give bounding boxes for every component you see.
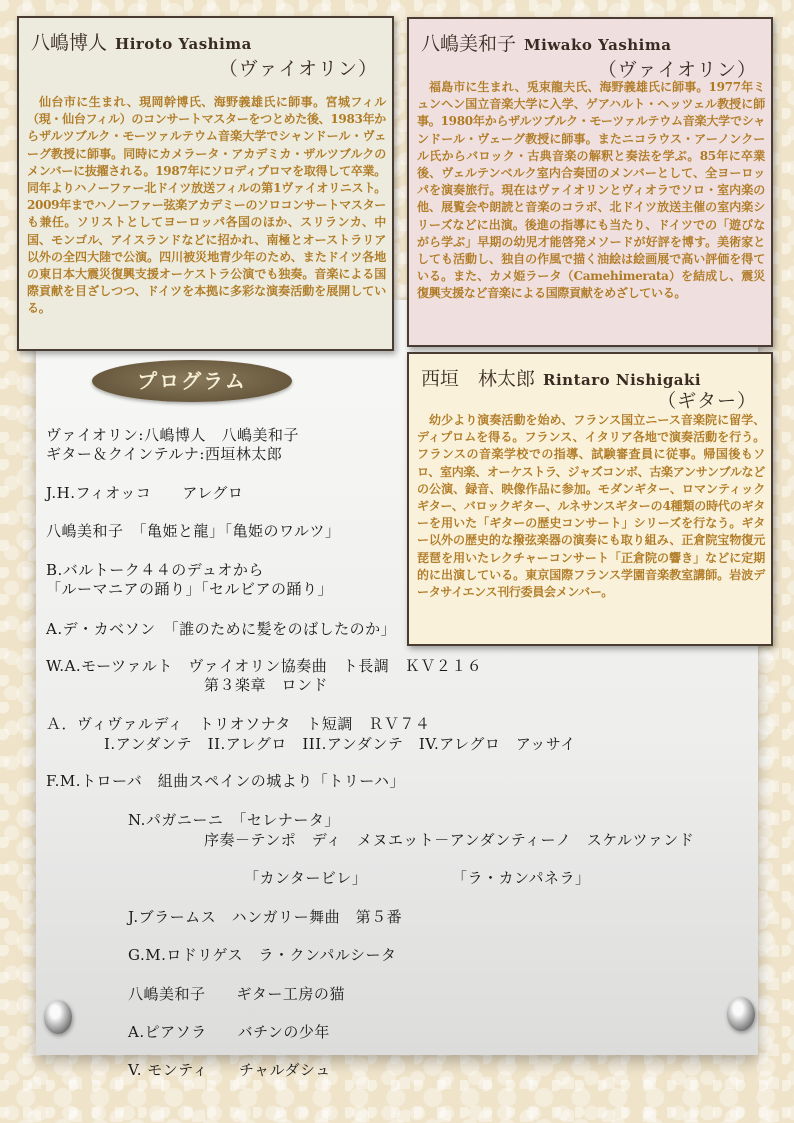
program-line: A.デ・カベソン 「誰のために髪をのばしたのか」	[46, 620, 397, 638]
program-line: F.M.トローバ 組曲スペインの城より「トリーハ」	[46, 772, 405, 790]
name-english: Rintaro Nishigaki	[543, 371, 702, 389]
pin-icon	[727, 997, 755, 1031]
program-line: Ａ．ヴィヴァルディ トリオソナタ ト短調 ＲＶ７４	[46, 715, 431, 733]
performer-instrument: （ギター）	[657, 390, 757, 412]
name-japanese: 西垣 林太郎	[421, 368, 536, 390]
program-line: 「カンタービレ」	[244, 869, 368, 887]
program-line: 第３楽章 ロンド	[204, 676, 329, 694]
profile-rintaro-nishigaki	[407, 352, 773, 646]
profile-hiroto-yashima	[17, 16, 394, 351]
program-line: W.A.モーツァルト ヴァイオリン協奏曲 ト長調 ＫＶ２１６	[46, 657, 483, 675]
performer-name	[31, 28, 252, 55]
program-line: G.M.ロドリゲス ラ・クンパルシータ	[128, 946, 397, 964]
program-line: 八嶋美和子 「亀姫と龍」「亀姫のワルツ」	[46, 522, 341, 540]
program-line: B.バルトーク４４のデュオから	[46, 561, 264, 579]
name-english: Miwako Yashima	[524, 36, 672, 54]
performer-instrument: （ヴァイオリン）	[597, 59, 757, 81]
profile-miwako-yashima	[407, 17, 773, 347]
program-line: J.ブラームス ハンガリー舞曲 第５番	[128, 908, 403, 926]
program-line: ヴァイオリン:八嶋博人 八嶋美和子	[46, 426, 299, 444]
program-line: 八嶋美和子 ギター工房の猫	[128, 985, 345, 1003]
performer-instrument: （ヴァイオリン）	[218, 58, 378, 80]
program-title: プログラム	[92, 360, 292, 402]
name-japanese: 八嶋博人	[31, 32, 108, 54]
program-line: A.ピアソラ バチンの少年	[128, 1023, 330, 1041]
program-line: J.H.フィオッコ アレグロ	[46, 484, 244, 502]
program-line: 序奏－テンポ ディ メヌエット－アンダンティーノ スケルツァンド	[204, 831, 695, 849]
program-line: 「ラ・カンパネラ」	[452, 869, 591, 887]
program-line: ギター＆クインテルナ:西垣林太郎	[46, 445, 283, 463]
program-line: V. モンティ チャルダシュ	[128, 1061, 331, 1079]
performer-bio: 幼少より演奏活動を始め、フランス国立ニース音楽院に留学、ディプロムを得る。フランス、イタリア各地で演奏活動を行う。フランスの音楽学校での指導、試験審査員に従事。帰国後もソロ、室内楽、オーケストラ、ジャズコンボ、古楽アンサンブルなどの公演、録音、映像作品に参加。モダンギター、ロマンティックギター、バロックギター、ルネサンスギターの4種類の時代のギターを用いた「ギターの歴史コンサート」シリーズを行なう。ギター以外の歴史的な撥弦楽器の演奏にも取り組み、正倉院宝物復元琵琶を用いたレクチャーコンサート「正倉院の響き」などに定期的に出演している。東京国際フランス学園音楽教室講師。岩波データサイエンス刊行委員会メンバー。	[417, 413, 765, 600]
program-line: I.アンダンテ II.アレグロ III.アンダンテ IV.アレグロ アッサイ	[104, 735, 576, 753]
name-japanese: 八嶋美和子	[421, 33, 517, 55]
pin-icon	[44, 1000, 72, 1034]
name-english: Hiroto Yashima	[115, 35, 252, 53]
performer-name	[421, 29, 671, 56]
performer-bio: 仙台市に生まれ、現岡幹博氏、海野義雄氏に師事。宮城フィル（現・仙台フィル）のコンサートマスターをつとめた後、1983年からザルツブルク・モーツァルテウム音楽大学でシャンドール・ヴェーグ教授に師事。同時にカメラータ・アカデミカ・ザルツブルクのメンバーに抜擢される。1987年にソロディプロマを取得して卒業。同年よりハノーファー北ドイツ放送フィルの第1ヴァイオリニスト。2009年までハノーファー弦楽アカデミーのソロコンサートマスターも兼任。ソリストとしてヨーロッパ各国のほか、スリランカ、中国、モンゴル、アイスランドなどに招かれ、南極とオーストラリア以外の全四大陸で公演。四川被災地青少年のため、またドイツ各地の東日本大震災復興支援オーケストラ公演でも独奏。音楽による国際貢献を目ざしつつ、ドイツを本拠に多彩な演奏活動を展開している。	[27, 95, 386, 316]
program-line: 「ルーマニアの踊り」「セルビアの踊り」	[46, 580, 334, 598]
program-line: N.パガニーニ 「セレナータ」	[128, 811, 340, 829]
performer-bio: 福島市に生まれ、兎束龍夫氏、海野義雄氏に師事。1977年ミュンヘン国立音楽大学に入学、ゲアハルト・ヘッツェル教授に師事。1980年からザルツブルク・モーツァルテウム音楽大学でシャンドール・ヴェーグ教授に師事。またニコラウス・アーノンクール氏からバロック・古典音楽の解釈と奏法を学ぶ。85年に卒業後、ヴェルテンベルク室内合奏団のメンバーとして、全ヨーロッパを演奏旅行。現在はヴァイオリンとヴィオラでソロ・室内楽の他、展覧会や朗読と音楽のコラボ、北ドイツ放送主催の室内楽シリーズなどに出演。後進の指導にも当たり、ドイツでの「遊びながら学ぶ」早期の幼児才能啓発メソードが好評を博す。美術家としても活動し、独自の作風で描く油絵は絵画展で高い評価を得ている。また、カメ姫ラータ（Camehimerata）を結成し、震災復興支援など音楽による国際貢献をめざしている。	[417, 80, 765, 301]
